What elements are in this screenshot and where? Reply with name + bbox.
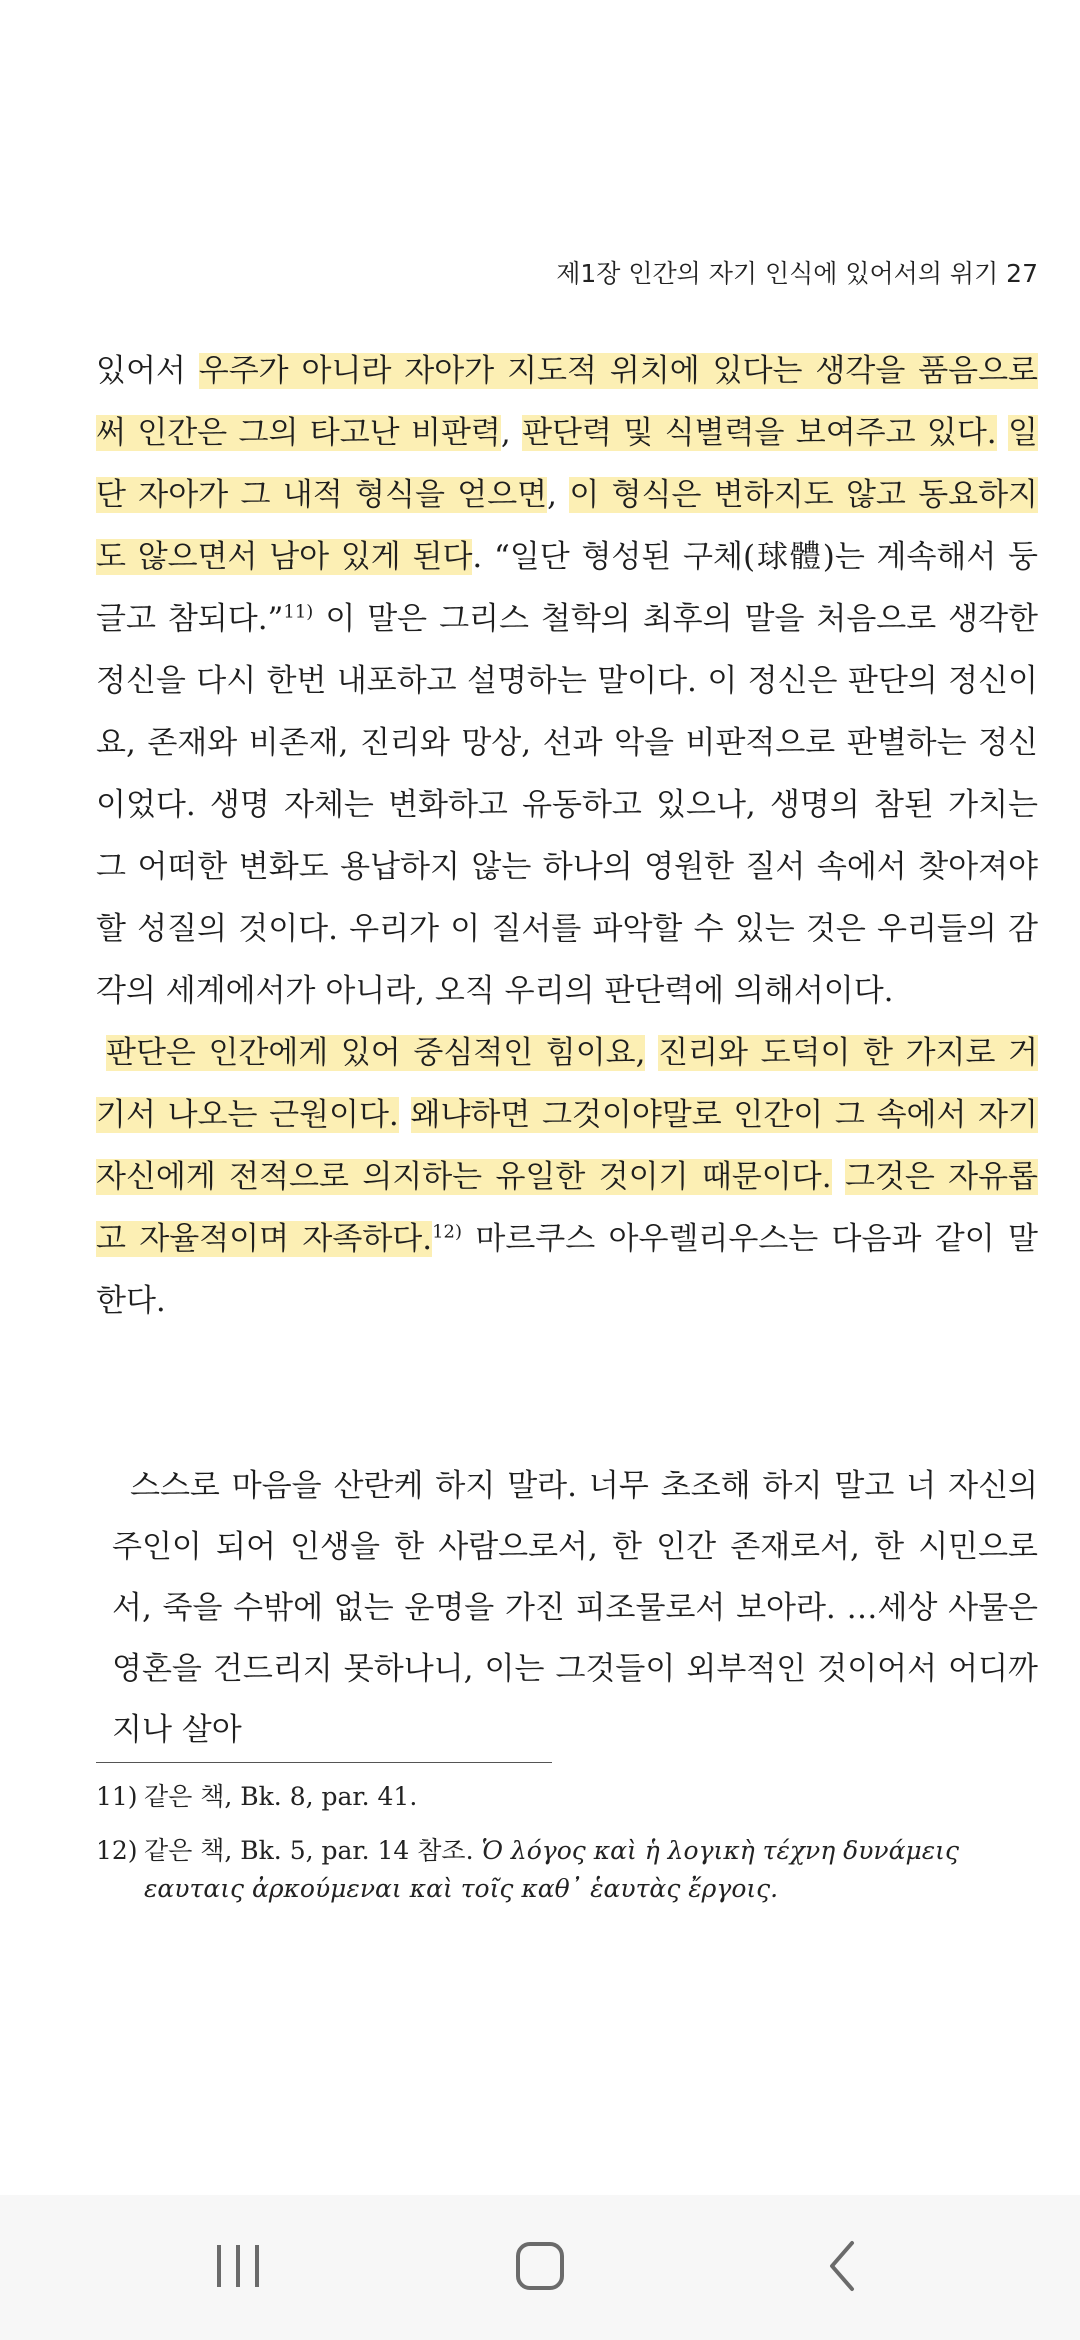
text-span [832,1159,845,1195]
highlight[interactable]: 우주가 아니라 자아가 지도적 위치에 있다는 생각을 품음으로써 인간은 그의 타고난 비판력 [96,353,1038,451]
system-navigation-bar [0,2195,1080,2340]
paragraph-1 [96,340,1038,1022]
highlight[interactable]: 진리와 도덕이 한 가지로 거기서 나오는 근원이다. [96,1035,1038,1133]
footnote-citation: 같은 책, Bk. 5, par. 14 참조. [144,1836,482,1865]
back-icon [782,2225,902,2305]
text-span [645,1035,658,1071]
text-span: 이 말은 그리스 철학의 최후의 말을 처음으로 생각한 정신을 다시 한번 내포하고 설명하는 말이다. 이 정신은 판단의 정신이요, 존재와 비존재, 진리와 망상, 선과 악을 비판적으로 판별하는 정신이었다. 생명 자체는 변화하고 유동하고 있으나, 생명의 참된 가치는 그 어떠한 변화도 용납하지 않는 하나의 영원한 질서 속에서 찾아져야 할 성질의 것이다. 우리가 이 질서를 파악할 수 있는 것은 우리들의 감각의 세계에서가 아니라, 오직 우리의 판단력에 의해서이다. [96,601,1038,1009]
text-span: , [500,415,523,451]
highlight[interactable]: 그것은 자유롭고 자율적이며 자족하다. [96,1159,1039,1257]
footnote-ref-11[interactable]: 11) [283,601,314,623]
block-quote: 스스로 마음을 산란케 하지 말라. 너무 초조해 하지 말고 너 자신의 주인이 되어 인생을 한 사람으로서, 한 인간 존재로서, 한 시민으로서, 죽을 수밖에 없는 운명을 가진 피조물로서 보아라. …세상 사물은 영혼을 건드리지 못하나니, 이는 그것들이 외부적인 것이어서 어디까지나 살아 [112,1468,1038,1748]
text-span: 마르쿠스 아우렐리우스는 다음과 같이 말한다. [96,1221,1038,1319]
text-span: , [547,477,570,513]
footnote-number: 12) [96,1836,138,1865]
back-button[interactable] [782,2225,902,2305]
text-span [399,1097,411,1133]
footnote-number: 11) [96,1782,138,1811]
home-icon [480,2225,600,2305]
highlight[interactable]: 왜냐하면 그것이야말로 인간이 그 속에서 자기 자신에게 전적으로 의지하는 유일한 것이기 때문이다. [96,1097,1039,1195]
home-button[interactable] [480,2225,600,2305]
footnote-text [144,1832,1034,1908]
text-span: . “일단 형성된 구체(球體)는 계속해서 둥글고 참되다.” [96,539,1038,637]
footnote-12 [96,1832,1040,1908]
paragraph-2 [96,1022,1038,1332]
footnote-citation: 같은 책, Bk. 8, par. 41. [144,1782,418,1811]
greek-quotation: Ὁ λόγος καὶ ἡ λογικὴ τέχνη δυνάμεις εαυταις ἀρκούμεναι καὶ τοῖς καθ᾽ ἑαυτὰς ἔργοις. [144,1836,959,1903]
running-header: 제1장 인간의 자기 인식에 있어서의 위기 27 [556,259,1038,288]
highlight[interactable]: 판단은 인간에게 있어 중심적인 힘이요, [106,1035,646,1071]
recent-apps-button[interactable] [178,2225,298,2305]
footnote-11 [96,1778,1040,1816]
highlight[interactable]: 일단 자아가 그 내적 형식을 얻으면 [96,415,1038,513]
text-span [997,415,1008,451]
footnote-text [144,1778,1034,1816]
body-text [96,340,1038,1332]
footnote-divider [96,1762,552,1763]
highlight[interactable]: 판단력 및 식별력을 보여주고 있다. [522,415,997,451]
footnote-ref-12[interactable]: 12) [432,1221,463,1243]
highlight[interactable]: 이 형식은 변하지도 않고 동요하지도 않으면서 남아 있게 된다 [96,477,1038,575]
recent-apps-icon [178,2225,298,2305]
text-span: 있어서 [96,353,199,389]
